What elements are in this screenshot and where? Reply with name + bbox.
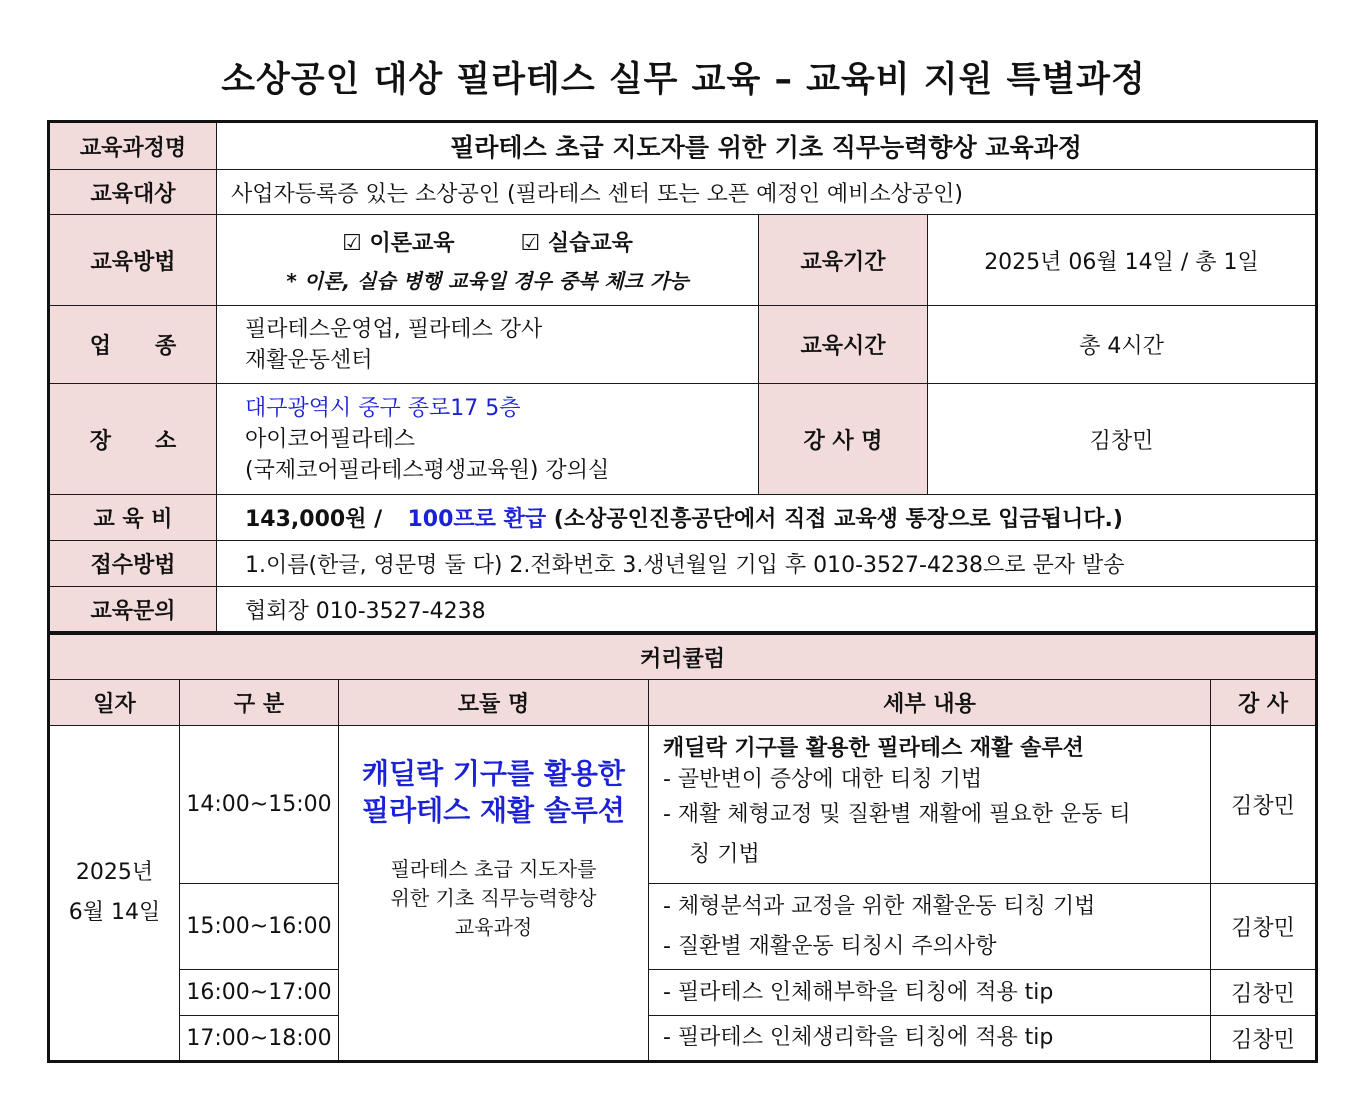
target-value: 사업자등록증 있는 소상공인 (필라테스 센터 또는 오픈 예정인 예비소상공인)	[217, 170, 1317, 215]
curriculum-table	[47, 632, 1318, 1063]
instructor-value: 김창민	[928, 384, 1317, 495]
industry-line: 재활운동센터	[245, 347, 373, 373]
theory-checkbox: ☑ 이론교육	[342, 231, 455, 256]
detail-cell	[649, 726, 1211, 884]
module-subtitle-line: 필라테스 초급 지도자를	[390, 856, 597, 881]
detail-heading: 캐딜락 기구를 활용한 필라테스 재활 솔루션	[663, 736, 1084, 761]
detail-cell	[649, 1016, 1211, 1062]
instructor-label: 강 사 명	[759, 384, 928, 495]
curriculum-header: 커리큘럼	[49, 634, 1317, 680]
module-cell	[339, 726, 649, 1062]
module-subtitle-line: 교육과정	[454, 914, 533, 939]
table-row	[49, 970, 1317, 1016]
fee-cell	[217, 495, 1317, 541]
table-row	[49, 884, 1317, 970]
detail-cell	[649, 970, 1211, 1016]
module-title-line: 캐딜락 기구를 활용한	[362, 756, 625, 790]
industry-line: 필라테스운영업, 필라테스 강사	[245, 316, 543, 342]
curriculum-header-row	[49, 634, 1317, 680]
place-address: 대구광역시 중구 종로17 5층	[245, 395, 521, 421]
place-cell	[217, 384, 759, 495]
inquiry-label: 교육문의	[49, 587, 217, 633]
course-value: 필라테스 초급 지도자를 위한 기초 직무능력향상 교육과정	[217, 122, 1317, 170]
module-title	[339, 755, 648, 829]
fee-note: (소상공인진흥공단에서 직접 교육생 통장으로 입금됩니다.)	[553, 507, 1123, 532]
detail-item: - 골반변이 증상에 대한 티칭 기법	[663, 767, 983, 792]
time-cell: 14:00~15:00	[180, 726, 339, 884]
column-header: 세부 내용	[649, 680, 1211, 726]
apply-value: 1.이름(한글, 영문명 둘 다) 2.전화번호 3.생년월일 기입 후 010-3527-4238으로 문자 발송	[217, 541, 1317, 587]
period-label: 교육기간	[759, 215, 928, 306]
page-title: 소상공인 대상 필라테스 실무 교육 – 교육비 지원 특별과정	[221, 60, 1146, 100]
detail-item: - 재활 체형교정 및 질환별 재활에 필요한 운동 티칭 기법	[663, 802, 1131, 867]
place-label: 장 소	[49, 384, 217, 495]
hours-label: 교육시간	[759, 306, 928, 384]
time-cell: 16:00~17:00	[180, 970, 339, 1016]
detail-item: - 필라테스 인체생리학을 티칭에 적용 tip	[663, 1025, 1054, 1050]
column-header: 강 사	[1211, 680, 1317, 726]
period-value: 2025년 06월 14일 / 총 1일	[928, 215, 1317, 306]
date-year: 2025년	[75, 860, 154, 885]
target-row	[49, 170, 1317, 215]
place-name: 아이코어필라테스	[245, 426, 416, 452]
time-cell: 17:00~18:00	[180, 1016, 339, 1062]
time-cell: 15:00~16:00	[180, 884, 339, 970]
inquiry-row	[49, 587, 1317, 633]
hours-value: 총 4시간	[928, 306, 1317, 384]
column-header-row	[49, 680, 1317, 726]
detail-cell	[649, 884, 1211, 970]
course-row	[49, 122, 1317, 170]
table-row	[49, 726, 1317, 884]
column-header: 일자	[49, 680, 180, 726]
module-title-line: 필라테스 재활 솔루션	[362, 793, 625, 827]
fee-refund: 100프로 환급	[407, 507, 547, 532]
place-room: (국제코어필라테스평생교육원) 강의실	[245, 457, 610, 483]
method-cell	[217, 215, 759, 306]
course-info-table	[47, 120, 1318, 634]
module-subtitle	[339, 855, 648, 942]
apply-label: 접수방법	[49, 541, 217, 587]
detail-item: - 필라테스 인체해부학을 티칭에 적용 tip	[663, 979, 1054, 1005]
instructor-cell: 김창민	[1211, 970, 1317, 1016]
instructor-cell: 김창민	[1211, 726, 1317, 884]
method-label: 교육방법	[49, 215, 217, 306]
detail-item: - 질환별 재활운동 티칭시 주의사항	[663, 933, 997, 959]
date-day: 6월 14일	[68, 900, 161, 925]
practice-checkbox: ☑ 실습교육	[520, 231, 633, 256]
table-row	[49, 1016, 1317, 1062]
detail-item: - 체형분석과 교정을 위한 재활운동 티칭 기법	[663, 893, 1096, 919]
column-header: 구 분	[180, 680, 339, 726]
target-label: 교육대상	[49, 170, 217, 215]
date-cell	[49, 726, 180, 1062]
inquiry-value: 협회장 010-3527-4238	[217, 587, 1317, 633]
place-row	[49, 384, 1317, 495]
instructor-cell: 김창민	[1211, 1016, 1317, 1062]
fee-amount: 143,000원 /	[245, 507, 383, 532]
method-note: * 이론, 실습 병행 교육일 경우 중복 체크 가능	[286, 269, 689, 293]
instructor-cell: 김창민	[1211, 884, 1317, 970]
fee-row	[49, 495, 1317, 541]
apply-row	[49, 541, 1317, 587]
industry-row	[49, 306, 1317, 384]
industry-label: 업 종	[49, 306, 217, 384]
fee-label: 교 육 비	[49, 495, 217, 541]
method-row	[49, 215, 1317, 306]
industry-cell	[217, 306, 759, 384]
module-subtitle-line: 위한 기초 직무능력향상	[390, 885, 597, 910]
column-header: 모듈 명	[339, 680, 649, 726]
course-label: 교육과정명	[49, 122, 217, 170]
